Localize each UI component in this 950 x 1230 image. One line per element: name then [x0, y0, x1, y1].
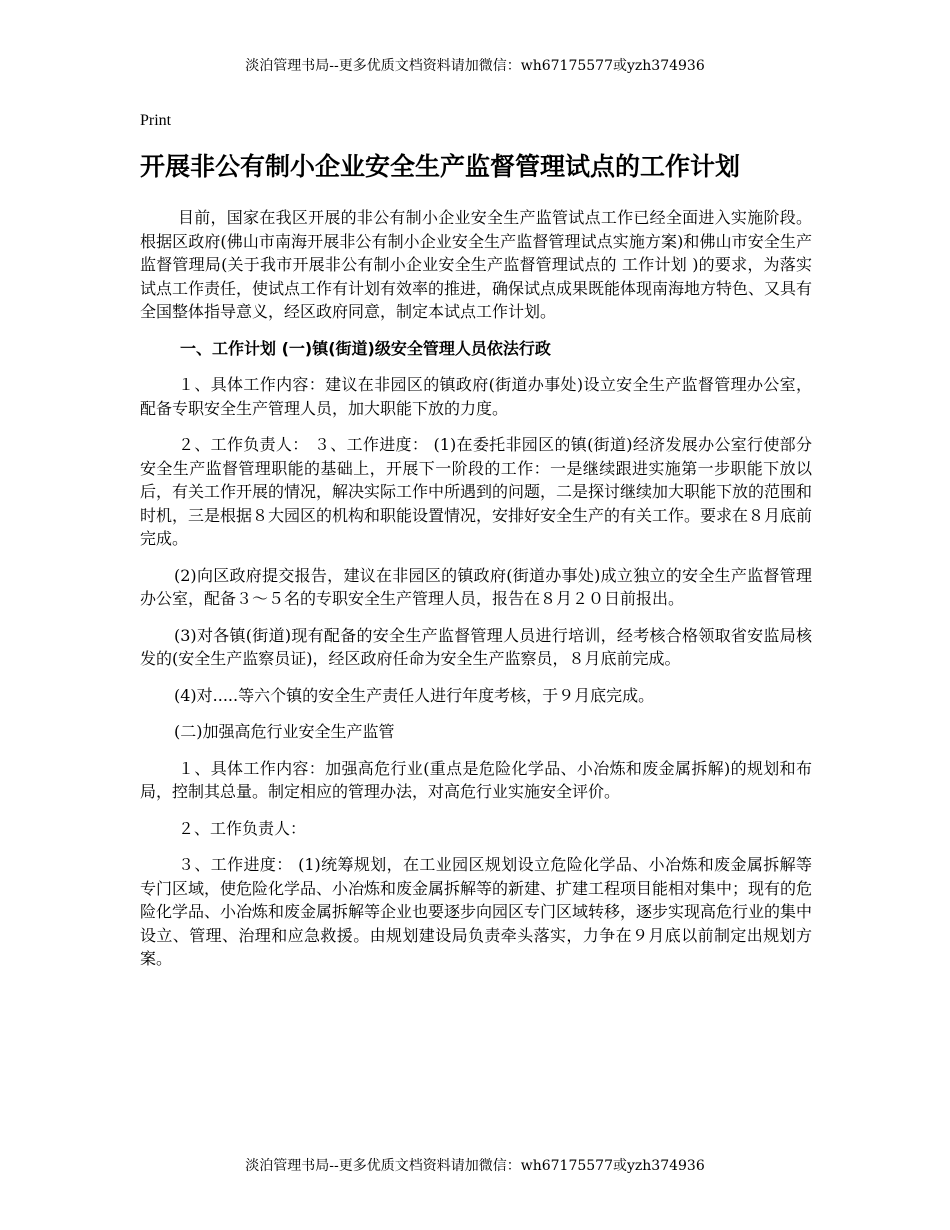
print-label: Print: [140, 112, 172, 129]
document-title: 开展非公有制小企业安全生产监督管理试点的工作计划: [140, 152, 741, 181]
section-1-progress-4: (4)对.....等六个镇的安全生产责任人进行年度考核，于９月底完成。: [174, 685, 655, 705]
section-1-heading: 一、工作计划 (一)镇(街道)级安全管理人员依法行政: [180, 338, 551, 358]
section-1-item-1: １、具体工作内容：建议在非园区的镇政府(街道办事处)设立安全生产监督管理办公室，配备专职安全生产管理人员，加大职能下放的力度。: [140, 375, 812, 418]
section-2-heading: (二)加强高危行业安全生产监管: [174, 722, 395, 741]
document-body: [140, 112, 812, 984]
section-1-progress-2: (2)向区政府提交报告，建议在非园区的镇政府(街道办事处)成立独立的安全生产监督管理办公室，配备３～５名的专职安全生产管理人员，报告在８月２０日前报出。: [140, 565, 812, 608]
page-footer: 淡泊管理书局--更多优质文档资料请加微信：wh67175577或yzh374936: [245, 1158, 705, 1174]
intro-paragraph: 目前，国家在我区开展的非公有制小企业安全生产监管试点工作已经全面进入实施阶段。根据区政府(佛山市南海开展非公有制小企业安全生产监督管理试点实施方案)和佛山市安全生产监督管理局(关于我市开展非公有制小企业安全生产监督管理试点的 工作计划 )的要求，为落实试点工作责任，使试点工作有计划有效率的推进，确保试点成果既能体现南海地方特色、又具有全国整体指导意义，经区政府同意，制定本试点工作计划。: [140, 208, 813, 321]
section-2-item-3: ３、工作进度： (1)统筹规划，在工业园区规划设立危险化学品、小冶炼和废金属拆解等专门区域，使危险化学品、小冶炼和废金属拆解等的新建、扩建工程项目能相对集中；现有的危险化学品、小冶炼和废金属拆解等企业也要逐步向园区专门区域转移，逐步实现高危行业的集中设立、管理、治理和应急救援。由规划建设局负责牵头落实，力争在９月底以前制定出规划方案。: [140, 855, 813, 968]
section-2-item-2: ２、工作负责人：: [178, 818, 307, 838]
section-1-progress-3: (3)对各镇(街道)现有配备的安全生产监督管理人员进行培训，经考核合格领取省安监局核发的(安全生产监察员证)，经区政府任命为安全生产监察员，８月底前完成。: [140, 625, 812, 668]
section-2-item-1: １、具体工作内容：加强高危行业(重点是危险化学品、小冶炼和废金属拆解)的规划和布局，控制其总量。制定相应的管理办法，对高危行业实施安全评价。: [140, 758, 812, 801]
page-header: 淡泊管理书局--更多优质文档资料请加微信：wh67175577或yzh374936: [245, 58, 705, 74]
section-1-item-2: ２、工作负责人： ３、工作进度： (1)在委托非园区的镇(街道)经济发展办公室行使部分安全生产监督管理职能的基础上，开展下一阶段的工作：一是继续跟进实施第一步职能下放以后，有关工作开展的情况，解决实际工作中所遇到的问题，二是探讨继续加大职能下放的范围和时机，三是根据８大园区的机构和职能设置情况，安排好安全生产的有关工作。要求在８月底前完成。: [140, 435, 813, 548]
